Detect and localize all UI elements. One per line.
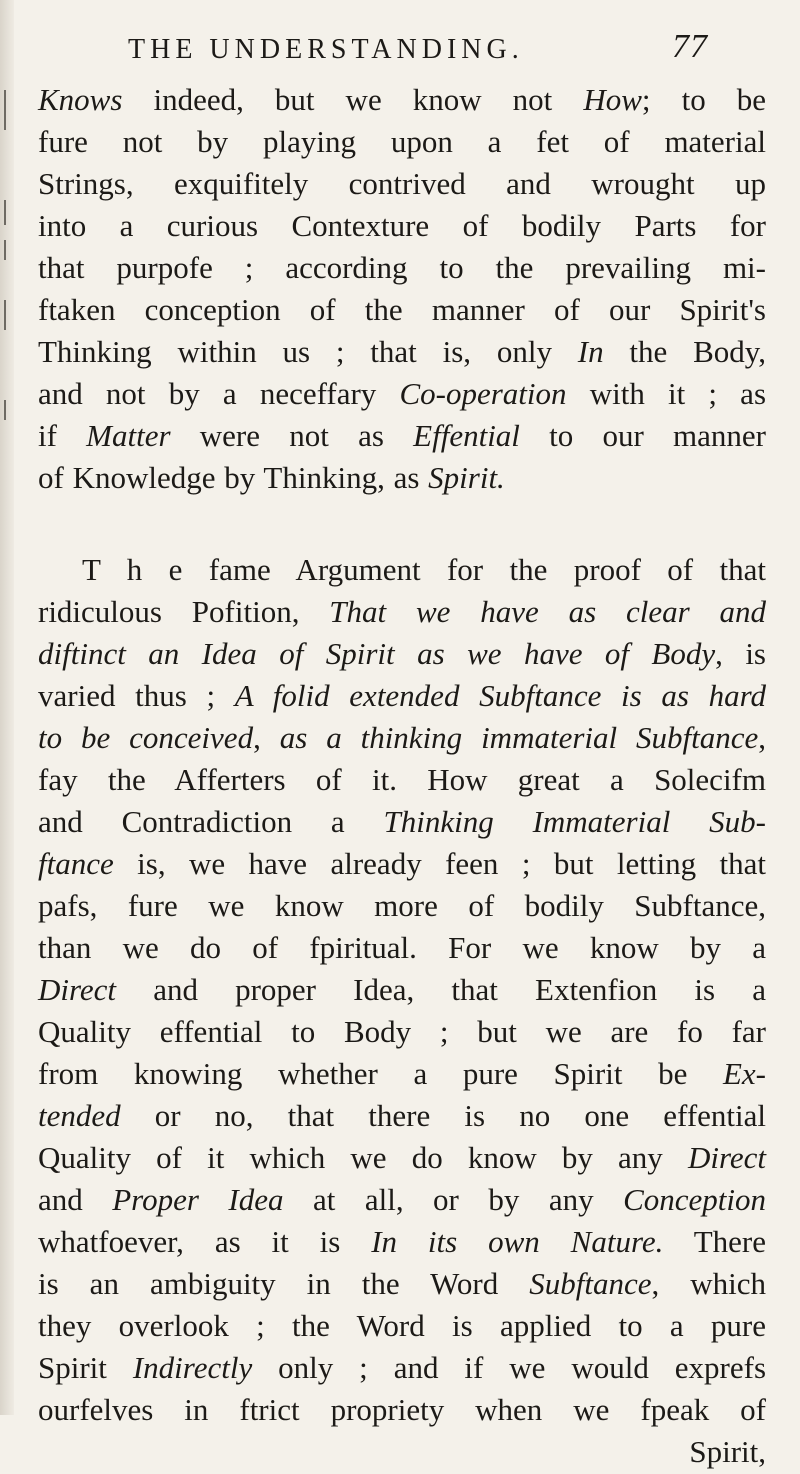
text-run: Subftance bbox=[529, 1266, 652, 1301]
text-run: ; to be bbox=[641, 82, 766, 117]
text-line bbox=[38, 330, 766, 374]
text-run: is an ambiguity in the Word bbox=[38, 1266, 530, 1301]
text-line bbox=[38, 456, 505, 500]
text-line bbox=[38, 968, 766, 1012]
text-run: and proper Idea, that Extenfion is a bbox=[116, 972, 766, 1007]
text-run: Thinking within us ; that is, only bbox=[38, 334, 578, 369]
text-run: Spirit, bbox=[689, 1434, 766, 1469]
text-run: In its own Nature. bbox=[371, 1224, 664, 1259]
text-line bbox=[38, 1304, 766, 1348]
text-run: as a thinking immaterial Subftance bbox=[279, 720, 759, 755]
text-run: Direct bbox=[687, 1140, 766, 1175]
text-run: Matter bbox=[86, 418, 171, 453]
text-run: , is bbox=[715, 636, 766, 671]
text-run: That we have as clear and bbox=[329, 594, 766, 629]
text-line bbox=[38, 78, 766, 122]
text-run: diftinct an Idea of Spirit as we have of Body bbox=[38, 636, 716, 671]
text-run: to be conceived bbox=[38, 720, 254, 755]
text-run: , bbox=[758, 720, 767, 755]
text-run: A folid extended Subftance is as hard bbox=[234, 678, 767, 713]
text-run: to our manner bbox=[519, 418, 767, 453]
text-line bbox=[38, 674, 766, 718]
text-line bbox=[38, 1388, 766, 1432]
text-run: Spirit bbox=[38, 1350, 133, 1385]
text-run: that purpofe ; according to the prevailing mi- bbox=[38, 250, 766, 285]
text-run: Proper Idea bbox=[112, 1182, 284, 1217]
page-number: 77 bbox=[672, 28, 708, 65]
text-run: Ex- bbox=[722, 1056, 766, 1091]
text-run: ftaken conception of the manner of our Spirit's bbox=[38, 292, 766, 327]
text-run: they overlook ; the Word is applied to a pure bbox=[38, 1308, 766, 1343]
text-run: fure not by playing upon a fet of material bbox=[38, 124, 766, 159]
text-run: T h e fame Argument for the proof of that bbox=[82, 552, 766, 587]
text-run: Effential bbox=[413, 418, 520, 453]
text-line bbox=[38, 926, 766, 970]
text-line bbox=[38, 246, 766, 290]
running-head-title: THE UNDERSTANDING. bbox=[128, 34, 524, 65]
text-run: into a curious Contexture of bodily Parts for bbox=[38, 208, 766, 243]
text-run: Knows bbox=[38, 82, 123, 117]
text-line bbox=[38, 1178, 766, 1222]
text-run: tended bbox=[38, 1098, 121, 1133]
text-run: were not as bbox=[170, 418, 414, 453]
text-run: and not by a neceffary bbox=[38, 376, 400, 411]
text-line bbox=[38, 632, 766, 676]
text-run: the Body, bbox=[603, 334, 766, 369]
text-line bbox=[38, 716, 766, 760]
text-run: Direct bbox=[38, 972, 117, 1007]
text-run: Co-operation bbox=[399, 376, 567, 411]
text-run: and Contradiction a bbox=[38, 804, 384, 839]
text-run: Strings, exquifitely contrived and wrought up bbox=[38, 166, 766, 201]
text-run: varied thus ; bbox=[38, 678, 235, 713]
text-line bbox=[38, 1346, 766, 1390]
text-run: and bbox=[38, 1182, 113, 1217]
text-run: In bbox=[577, 334, 604, 369]
text-run: Spirit. bbox=[428, 460, 505, 495]
text-run: Thinking Immaterial Sub- bbox=[383, 804, 766, 839]
text-line bbox=[38, 758, 766, 802]
text-run: There bbox=[663, 1224, 766, 1259]
text-run: , which bbox=[651, 1266, 767, 1301]
text-run: if bbox=[38, 418, 87, 453]
text-run: from knowing whether a pure Spirit be bbox=[38, 1056, 723, 1091]
text-line bbox=[38, 548, 766, 592]
text-line bbox=[38, 1094, 766, 1138]
text-run: , bbox=[253, 720, 280, 755]
text-line bbox=[38, 800, 766, 844]
text-run: ourfelves in ftrict propriety when we fpeak of bbox=[38, 1392, 766, 1427]
text-line bbox=[38, 1262, 766, 1306]
text-run: than we do of fpiritual. For we know by a bbox=[38, 930, 766, 965]
text-run: of Knowledge by Thinking, as bbox=[38, 460, 429, 495]
text-run: only ; and if we would exprefs bbox=[252, 1350, 767, 1385]
text-run: Quality of it which we do know by any bbox=[38, 1140, 688, 1175]
text-run: indeed, but we know not bbox=[122, 82, 584, 117]
text-run: or no, that there is no one effential bbox=[120, 1098, 766, 1133]
catchword bbox=[38, 1430, 766, 1474]
text-run: Indirectly bbox=[132, 1350, 253, 1385]
text-line bbox=[38, 1136, 766, 1180]
text-line bbox=[38, 1052, 766, 1096]
text-run: How bbox=[583, 82, 642, 117]
text-run: at all, or by any bbox=[283, 1182, 624, 1217]
text-line bbox=[38, 1010, 766, 1054]
text-line bbox=[38, 120, 766, 164]
text-run: with it ; as bbox=[566, 376, 767, 411]
text-line bbox=[38, 842, 766, 886]
text-run: is, we have already feen ; but letting that bbox=[113, 846, 766, 881]
text-run: whatfoever, as it is bbox=[38, 1224, 372, 1259]
text-run: ftance bbox=[38, 846, 114, 881]
text-run: pafs, fure we know more of bodily Subftance, bbox=[38, 888, 766, 923]
text-line bbox=[38, 884, 766, 928]
text-line bbox=[38, 414, 766, 458]
text-run: fay the Afferters of it. How great a Solecifm bbox=[38, 762, 766, 797]
text-run: Quality effential to Body ; but we are fo far bbox=[38, 1014, 766, 1049]
running-head bbox=[128, 28, 708, 72]
text-line bbox=[38, 162, 766, 206]
text-line bbox=[38, 1220, 766, 1264]
text-line bbox=[38, 372, 766, 416]
text-run: Conception bbox=[623, 1182, 766, 1217]
text-line bbox=[38, 288, 766, 332]
text-line bbox=[38, 204, 766, 248]
text-line bbox=[38, 590, 766, 634]
text-run: ridiculous Pofition, bbox=[38, 594, 330, 629]
